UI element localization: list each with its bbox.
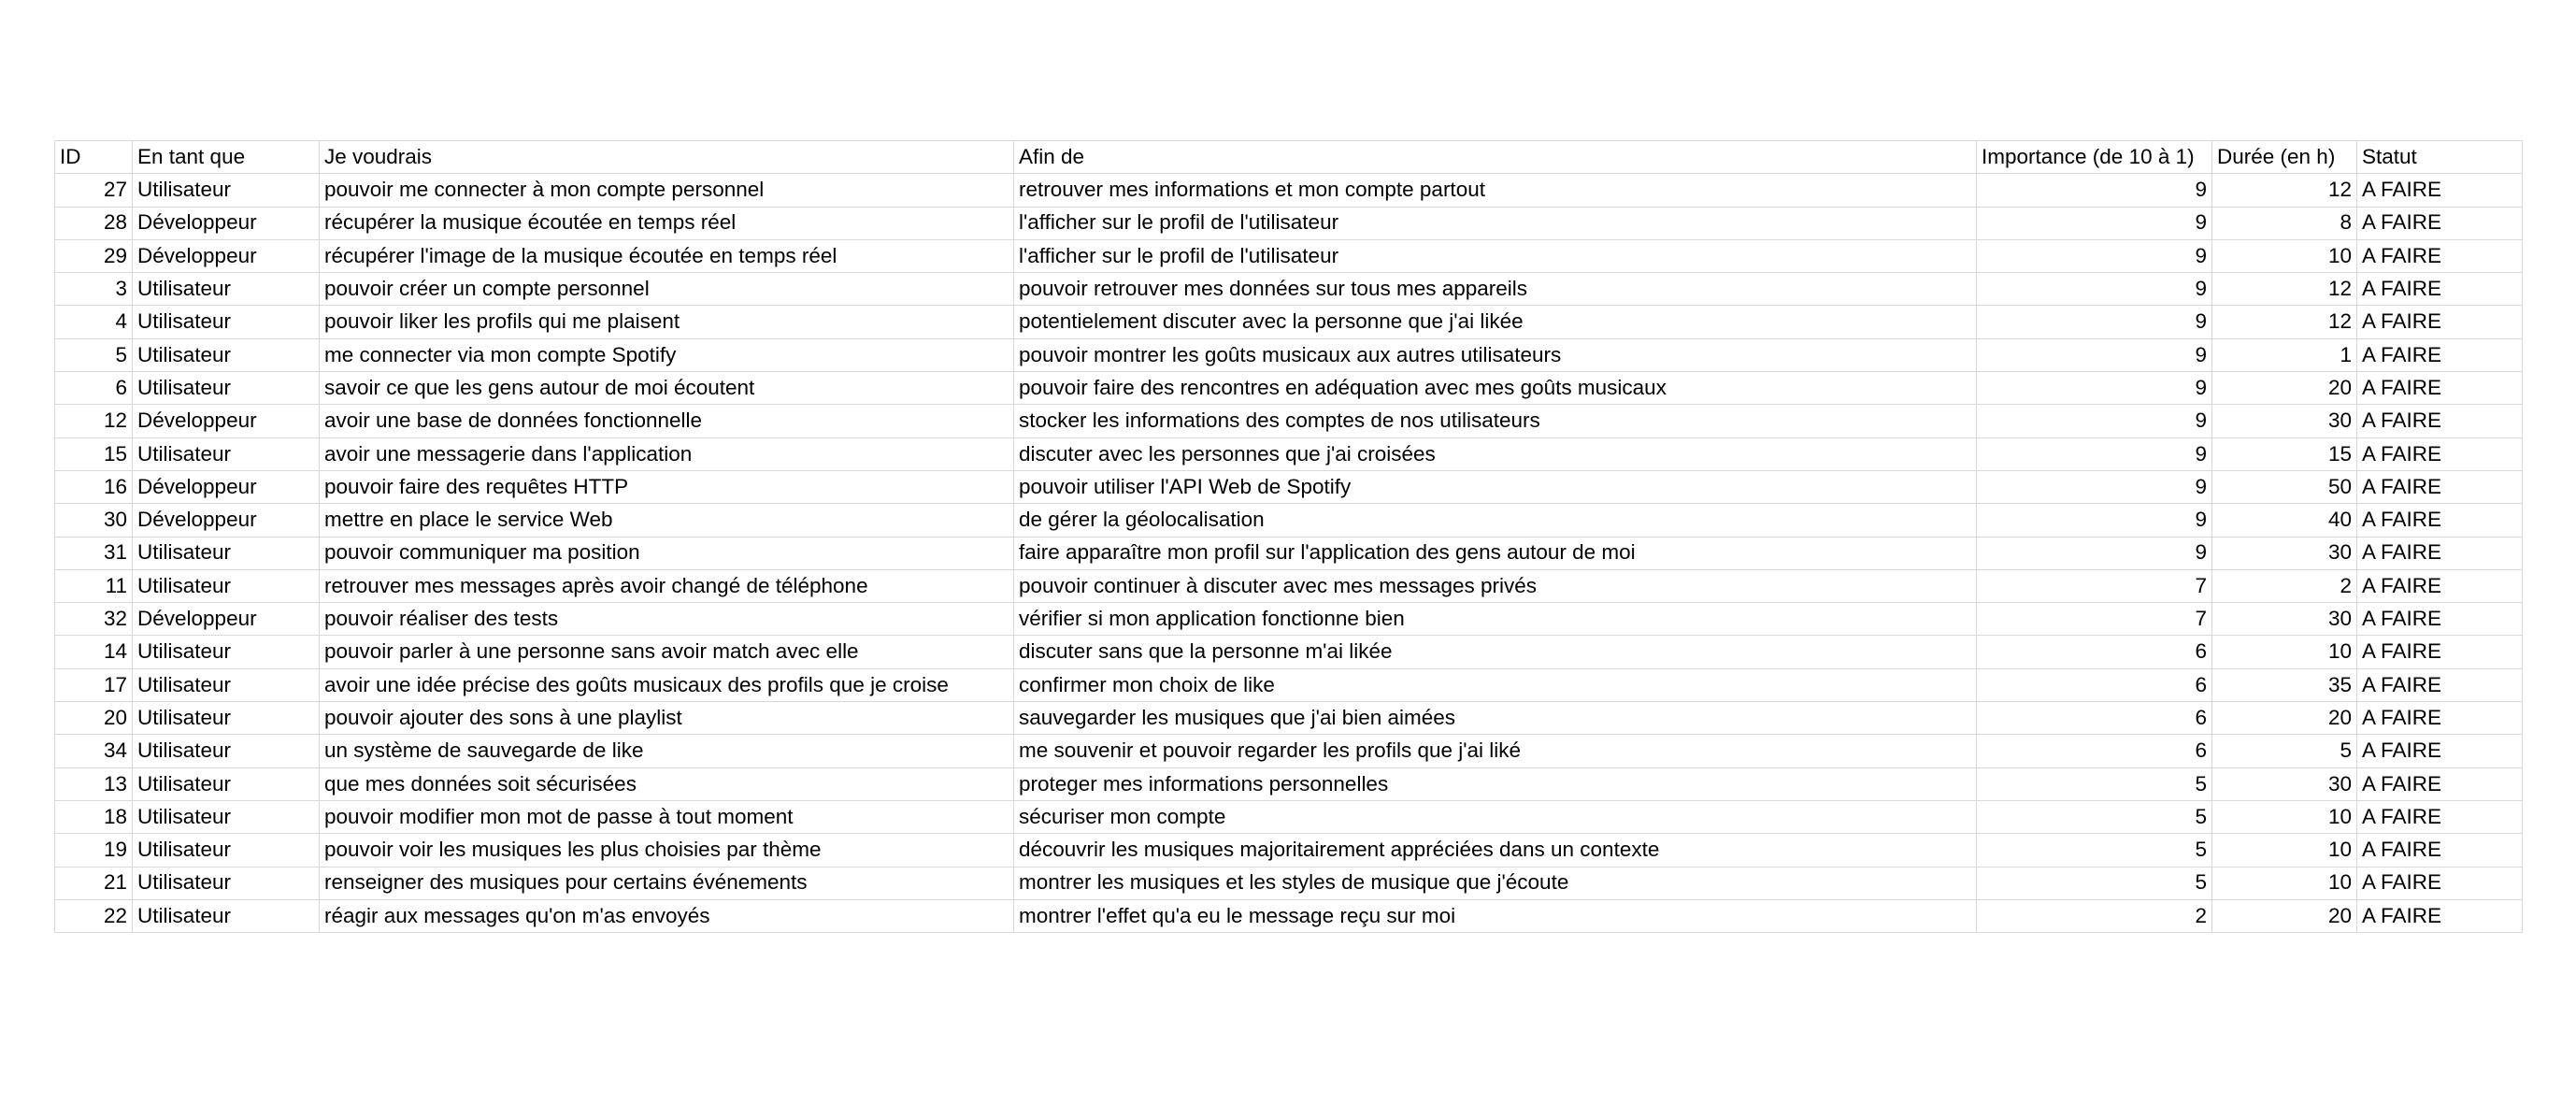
cell-so-that[interactable]: faire apparaître mon profil sur l'application des gens autour de moi — [1014, 537, 1977, 569]
cell-want[interactable]: avoir une messagerie dans l'application — [320, 437, 1014, 470]
cell-so-that[interactable]: montrer l'effet qu'a eu le message reçu sur moi — [1014, 899, 1977, 932]
cell-duration[interactable]: 12 — [2212, 273, 2357, 306]
cell-role[interactable]: Utilisateur — [133, 899, 320, 932]
table-row — [55, 834, 2523, 867]
cell-importance[interactable]: 6 — [1977, 702, 2212, 735]
header-cell-role[interactable]: En tant que — [133, 141, 320, 174]
cell-role[interactable]: Utilisateur — [133, 867, 320, 899]
cell-id[interactable]: 6 — [55, 372, 133, 405]
cell-id[interactable]: 32 — [55, 603, 133, 636]
cell-so-that[interactable]: pouvoir montrer les goûts musicaux aux autres utilisateurs — [1014, 338, 1977, 371]
table-row — [55, 569, 2523, 602]
cell-importance[interactable]: 9 — [1977, 470, 2212, 503]
cell-status[interactable]: A FAIRE — [2357, 867, 2523, 899]
cell-duration[interactable]: 12 — [2212, 306, 2357, 338]
cell-id[interactable]: 20 — [55, 702, 133, 735]
cell-role[interactable]: Utilisateur — [133, 800, 320, 833]
cell-importance[interactable]: 9 — [1977, 405, 2212, 437]
cell-role[interactable]: Développeur — [133, 470, 320, 503]
header-cell-id[interactable]: ID — [55, 141, 133, 174]
cell-duration[interactable]: 15 — [2212, 437, 2357, 470]
cell-duration[interactable]: 8 — [2212, 207, 2357, 239]
cell-status[interactable]: A FAIRE — [2357, 603, 2523, 636]
cell-want[interactable]: pouvoir parler à une personne sans avoir match avec elle — [320, 636, 1014, 668]
cell-want[interactable]: renseigner des musiques pour certains événements — [320, 867, 1014, 899]
table-row — [55, 306, 2523, 338]
cell-want[interactable]: pouvoir créer un compte personnel — [320, 273, 1014, 306]
table-row — [55, 800, 2523, 833]
cell-id[interactable]: 28 — [55, 207, 133, 239]
cell-want[interactable]: pouvoir faire des requêtes HTTP — [320, 470, 1014, 503]
cell-status[interactable]: A FAIRE — [2357, 239, 2523, 272]
cell-so-that[interactable]: potentielement discuter avec la personne que j'ai likée — [1014, 306, 1977, 338]
cell-duration[interactable]: 30 — [2212, 603, 2357, 636]
cell-role[interactable]: Utilisateur — [133, 273, 320, 306]
cell-role[interactable]: Utilisateur — [133, 372, 320, 405]
table-row — [55, 603, 2523, 636]
cell-so-that[interactable]: retrouver mes informations et mon compte partout — [1014, 174, 1977, 207]
cell-want[interactable]: récupérer l'image de la musique écoutée en temps réel — [320, 239, 1014, 272]
cell-status[interactable]: A FAIRE — [2357, 504, 2523, 537]
cell-so-that[interactable]: discuter avec les personnes que j'ai croisées — [1014, 437, 1977, 470]
cell-status[interactable]: A FAIRE — [2357, 306, 2523, 338]
cell-duration[interactable]: 30 — [2212, 767, 2357, 800]
cell-importance[interactable]: 9 — [1977, 306, 2212, 338]
cell-importance[interactable]: 9 — [1977, 437, 2212, 470]
cell-want[interactable]: récupérer la musique écoutée en temps réel — [320, 207, 1014, 239]
cell-importance[interactable]: 5 — [1977, 800, 2212, 833]
cell-so-that[interactable]: de gérer la géolocalisation — [1014, 504, 1977, 537]
cell-role[interactable]: Utilisateur — [133, 735, 320, 767]
cell-id[interactable]: 12 — [55, 405, 133, 437]
cell-id[interactable]: 29 — [55, 239, 133, 272]
cell-importance[interactable]: 5 — [1977, 867, 2212, 899]
table-row — [55, 437, 2523, 470]
cell-so-that[interactable]: me souvenir et pouvoir regarder les profils que j'ai liké — [1014, 735, 1977, 767]
cell-want[interactable]: un système de sauvegarde de like — [320, 735, 1014, 767]
header-cell-duration[interactable]: Durée (en h) — [2212, 141, 2357, 174]
cell-id[interactable]: 27 — [55, 174, 133, 207]
cell-status[interactable]: A FAIRE — [2357, 767, 2523, 800]
cell-importance[interactable]: 5 — [1977, 767, 2212, 800]
table-row — [55, 899, 2523, 932]
cell-duration[interactable]: 2 — [2212, 569, 2357, 602]
cell-want[interactable]: avoir une idée précise des goûts musicaux des profils que je croise — [320, 668, 1014, 701]
header-cell-status[interactable]: Statut — [2357, 141, 2523, 174]
cell-role[interactable]: Utilisateur — [133, 537, 320, 569]
cell-role[interactable]: Utilisateur — [133, 569, 320, 602]
cell-so-that[interactable]: l'afficher sur le profil de l'utilisateur — [1014, 207, 1977, 239]
cell-duration[interactable]: 40 — [2212, 504, 2357, 537]
cell-role[interactable]: Utilisateur — [133, 834, 320, 867]
header-cell-so-that[interactable]: Afin de — [1014, 141, 1977, 174]
cell-so-that[interactable]: montrer les musiques et les styles de musique que j'écoute — [1014, 867, 1977, 899]
cell-importance[interactable]: 2 — [1977, 899, 2212, 932]
cell-duration[interactable]: 5 — [2212, 735, 2357, 767]
cell-importance[interactable]: 9 — [1977, 174, 2212, 207]
table-row — [55, 767, 2523, 800]
cell-importance[interactable]: 5 — [1977, 834, 2212, 867]
table-row — [55, 405, 2523, 437]
cell-role[interactable]: Utilisateur — [133, 437, 320, 470]
table-row — [55, 207, 2523, 239]
cell-duration[interactable]: 10 — [2212, 867, 2357, 899]
cell-so-that[interactable]: pouvoir utiliser l'API Web de Spotify — [1014, 470, 1977, 503]
cell-importance[interactable]: 7 — [1977, 603, 2212, 636]
cell-so-that[interactable]: vérifier si mon application fonctionne bien — [1014, 603, 1977, 636]
user-stories-sheet — [54, 140, 2523, 933]
cell-duration[interactable]: 20 — [2212, 899, 2357, 932]
table-row — [55, 537, 2523, 569]
cell-want[interactable]: me connecter via mon compte Spotify — [320, 338, 1014, 371]
cell-id[interactable]: 21 — [55, 867, 133, 899]
cell-duration[interactable]: 30 — [2212, 405, 2357, 437]
cell-status[interactable]: A FAIRE — [2357, 537, 2523, 569]
cell-importance[interactable]: 6 — [1977, 668, 2212, 701]
cell-status[interactable]: A FAIRE — [2357, 372, 2523, 405]
cell-want[interactable]: retrouver mes messages après avoir changé de téléphone — [320, 569, 1014, 602]
cell-role[interactable]: Utilisateur — [133, 306, 320, 338]
cell-status[interactable]: A FAIRE — [2357, 207, 2523, 239]
cell-role[interactable]: Développeur — [133, 207, 320, 239]
cell-status[interactable]: A FAIRE — [2357, 174, 2523, 207]
cell-so-that[interactable]: sauvegarder les musiques que j'ai bien aimées — [1014, 702, 1977, 735]
cell-role[interactable]: Utilisateur — [133, 174, 320, 207]
cell-role[interactable]: Utilisateur — [133, 767, 320, 800]
cell-importance[interactable]: 7 — [1977, 569, 2212, 602]
cell-want[interactable]: pouvoir liker les profils qui me plaisent — [320, 306, 1014, 338]
table-row — [55, 338, 2523, 371]
cell-duration[interactable]: 20 — [2212, 702, 2357, 735]
cell-role[interactable]: Développeur — [133, 405, 320, 437]
cell-status[interactable]: A FAIRE — [2357, 338, 2523, 371]
table-row — [55, 702, 2523, 735]
cell-id[interactable]: 11 — [55, 569, 133, 602]
header-cell-want[interactable]: Je voudrais — [320, 141, 1014, 174]
cell-so-that[interactable]: pouvoir faire des rencontres en adéquation avec mes goûts musicaux — [1014, 372, 1977, 405]
header-cell-importance[interactable]: Importance (de 10 à 1) — [1977, 141, 2212, 174]
cell-role[interactable]: Développeur — [133, 603, 320, 636]
cell-want[interactable]: mettre en place le service Web — [320, 504, 1014, 537]
cell-duration[interactable]: 50 — [2212, 470, 2357, 503]
cell-importance[interactable]: 6 — [1977, 735, 2212, 767]
cell-duration[interactable]: 10 — [2212, 834, 2357, 867]
cell-role[interactable]: Développeur — [133, 504, 320, 537]
cell-so-that[interactable]: l'afficher sur le profil de l'utilisateur — [1014, 239, 1977, 272]
cell-role[interactable]: Utilisateur — [133, 636, 320, 668]
cell-so-that[interactable]: découvrir les musiques majoritairement appréciées dans un contexte — [1014, 834, 1977, 867]
cell-id[interactable]: 5 — [55, 338, 133, 371]
table-row — [55, 372, 2523, 405]
cell-want[interactable]: pouvoir ajouter des sons à une playlist — [320, 702, 1014, 735]
cell-id[interactable]: 30 — [55, 504, 133, 537]
cell-importance[interactable]: 9 — [1977, 207, 2212, 239]
cell-id[interactable]: 16 — [55, 470, 133, 503]
cell-role[interactable]: Utilisateur — [133, 668, 320, 701]
cell-duration[interactable]: 10 — [2212, 636, 2357, 668]
table-row — [55, 504, 2523, 537]
cell-status[interactable]: A FAIRE — [2357, 668, 2523, 701]
cell-id[interactable]: 34 — [55, 735, 133, 767]
table-row — [55, 668, 2523, 701]
cell-id[interactable]: 15 — [55, 437, 133, 470]
cell-status[interactable]: A FAIRE — [2357, 273, 2523, 306]
cell-id[interactable]: 3 — [55, 273, 133, 306]
cell-want[interactable]: pouvoir modifier mon mot de passe à tout moment — [320, 800, 1014, 833]
cell-duration[interactable]: 35 — [2212, 668, 2357, 701]
cell-want[interactable]: pouvoir communiquer ma position — [320, 537, 1014, 569]
cell-so-that[interactable]: stocker les informations des comptes de nos utilisateurs — [1014, 405, 1977, 437]
cell-status[interactable]: A FAIRE — [2357, 470, 2523, 503]
cell-role[interactable]: Développeur — [133, 239, 320, 272]
cell-duration[interactable]: 12 — [2212, 174, 2357, 207]
cell-status[interactable]: A FAIRE — [2357, 437, 2523, 470]
cell-status[interactable]: A FAIRE — [2357, 800, 2523, 833]
cell-want[interactable]: pouvoir me connecter à mon compte personnel — [320, 174, 1014, 207]
cell-want[interactable]: réagir aux messages qu'on m'as envoyés — [320, 899, 1014, 932]
cell-want[interactable]: pouvoir voir les musiques les plus choisies par thème — [320, 834, 1014, 867]
cell-so-that[interactable]: pouvoir continuer à discuter avec mes messages privés — [1014, 569, 1977, 602]
cell-id[interactable]: 18 — [55, 800, 133, 833]
cell-status[interactable]: A FAIRE — [2357, 702, 2523, 735]
cell-so-that[interactable]: proteger mes informations personnelles — [1014, 767, 1977, 800]
cell-importance[interactable]: 9 — [1977, 504, 2212, 537]
table-row — [55, 273, 2523, 306]
cell-importance[interactable]: 9 — [1977, 338, 2212, 371]
cell-importance[interactable]: 9 — [1977, 537, 2212, 569]
cell-status[interactable]: A FAIRE — [2357, 636, 2523, 668]
cell-status[interactable]: A FAIRE — [2357, 834, 2523, 867]
cell-duration[interactable]: 20 — [2212, 372, 2357, 405]
cell-id[interactable]: 13 — [55, 767, 133, 800]
cell-importance[interactable]: 9 — [1977, 273, 2212, 306]
cell-status[interactable]: A FAIRE — [2357, 569, 2523, 602]
cell-role[interactable]: Utilisateur — [133, 338, 320, 371]
cell-id[interactable]: 17 — [55, 668, 133, 701]
cell-id[interactable]: 19 — [55, 834, 133, 867]
cell-importance[interactable]: 9 — [1977, 372, 2212, 405]
cell-so-that[interactable]: discuter sans que la personne m'ai likée — [1014, 636, 1977, 668]
table-row — [55, 636, 2523, 668]
cell-status[interactable]: A FAIRE — [2357, 735, 2523, 767]
table-row — [55, 174, 2523, 207]
cell-duration[interactable]: 10 — [2212, 239, 2357, 272]
cell-id[interactable]: 14 — [55, 636, 133, 668]
cell-so-that[interactable]: sécuriser mon compte — [1014, 800, 1977, 833]
cell-status[interactable]: A FAIRE — [2357, 899, 2523, 932]
cell-want[interactable]: savoir ce que les gens autour de moi écoutent — [320, 372, 1014, 405]
table-row — [55, 470, 2523, 503]
cell-id[interactable]: 31 — [55, 537, 133, 569]
cell-id[interactable]: 22 — [55, 899, 133, 932]
table-row — [55, 867, 2523, 899]
cell-importance[interactable]: 9 — [1977, 239, 2212, 272]
cell-role[interactable]: Utilisateur — [133, 702, 320, 735]
table-row — [55, 735, 2523, 767]
user-stories-table — [54, 140, 2523, 933]
cell-so-that[interactable]: pouvoir retrouver mes données sur tous mes appareils — [1014, 273, 1977, 306]
cell-so-that[interactable]: confirmer mon choix de like — [1014, 668, 1977, 701]
cell-want[interactable]: avoir une base de données fonctionnelle — [320, 405, 1014, 437]
cell-duration[interactable]: 10 — [2212, 800, 2357, 833]
cell-id[interactable]: 4 — [55, 306, 133, 338]
cell-duration[interactable]: 1 — [2212, 338, 2357, 371]
cell-want[interactable]: que mes données soit sécurisées — [320, 767, 1014, 800]
header-row — [55, 141, 2523, 174]
cell-want[interactable]: pouvoir réaliser des tests — [320, 603, 1014, 636]
cell-duration[interactable]: 30 — [2212, 537, 2357, 569]
cell-status[interactable]: A FAIRE — [2357, 405, 2523, 437]
cell-importance[interactable]: 6 — [1977, 636, 2212, 668]
table-row — [55, 239, 2523, 272]
